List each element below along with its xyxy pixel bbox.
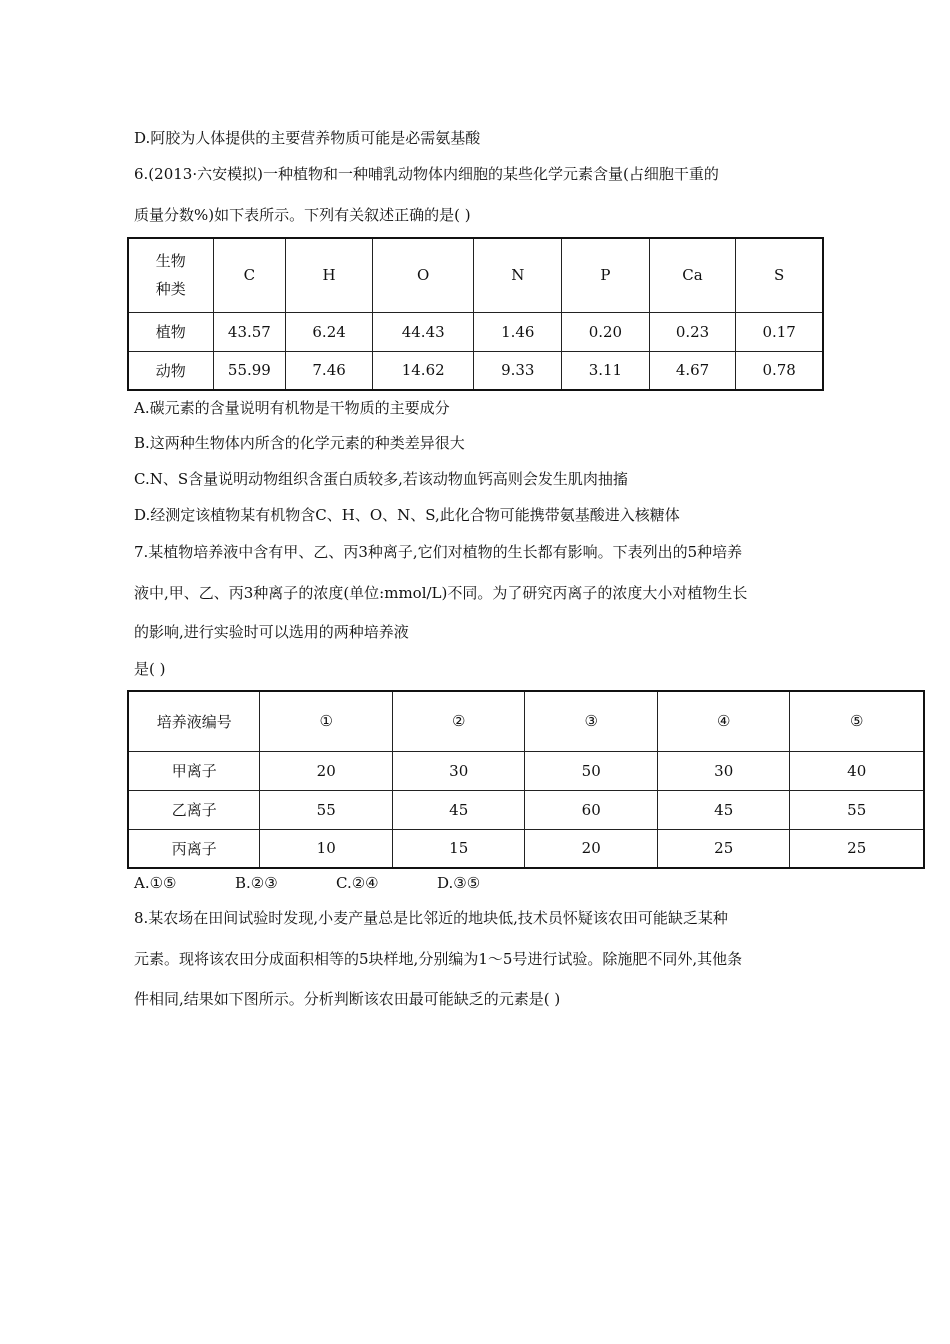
q6-stem-line: 6.(2013·六安模拟)一种植物和一种哺乳动物体内细胞的某些化学元素含量(占细胞干重的 <box>134 165 719 183</box>
row-label: 甲离子 <box>128 751 260 790</box>
q6-option-b: B.这两种生物体内所含的化学元素的种类差异很大 <box>134 434 465 452</box>
q6-option-d: D.经测定该植物某有机物含C、H、O、N、S,此化合物可能携带氨基酸进入核糖体 <box>134 506 680 524</box>
column-header: P <box>562 238 650 312</box>
q7-solution-table <box>127 690 925 869</box>
q7-stem-line: 液中,甲、乙、丙3种离子的浓度(单位:mmol/L)不同。为了研究丙离子的浓度大小对植物生长 <box>134 584 748 602</box>
table-cell: 25 <box>790 829 924 868</box>
column-header: ⑤ <box>790 691 924 751</box>
table-cell: 30 <box>392 751 525 790</box>
q7-option-a: A.①⑤ <box>134 874 177 892</box>
table-cell: 0.23 <box>649 312 736 351</box>
table-cell: 45 <box>657 790 790 829</box>
table-row <box>128 790 924 829</box>
table-cell: 25 <box>657 829 790 868</box>
q6-option-a: A.碳元素的含量说明有机物是干物质的主要成分 <box>134 399 450 417</box>
table-cell: 15 <box>392 829 525 868</box>
table-cell: 14.62 <box>372 351 474 390</box>
q8-stem-line: 元素。现将该农田分成面积相等的5块样地,分别编为1～5号进行试验。除施肥不同外,其他条 <box>134 950 743 968</box>
q7-option-d: D.③⑤ <box>437 874 481 892</box>
column-header: N <box>474 238 562 312</box>
table-cell: 40 <box>790 751 924 790</box>
table-cell: 9.33 <box>474 351 562 390</box>
row-label: 动物 <box>128 351 213 390</box>
column-header: O <box>372 238 474 312</box>
table-corner-cell <box>128 238 213 312</box>
table-cell: 45 <box>392 790 525 829</box>
column-header: H <box>286 238 373 312</box>
q7-stem-line: 的影响,进行实验时可以选用的两种培养液 <box>134 623 409 641</box>
table-cell: 30 <box>657 751 790 790</box>
table-cell: 0.20 <box>562 312 650 351</box>
table-cell: 7.46 <box>286 351 373 390</box>
column-header: ① <box>260 691 393 751</box>
row-label: 丙离子 <box>128 829 260 868</box>
table-row <box>128 751 924 790</box>
table-corner-cell: 培养液编号 <box>128 691 260 751</box>
q7-option-b: B.②③ <box>235 874 278 892</box>
q7-option-c: C.②④ <box>336 874 379 892</box>
table-cell: 4.67 <box>649 351 736 390</box>
q6-stem-line: 质量分数%)如下表所示。下列有关叙述正确的是( ) <box>134 206 471 224</box>
table-cell: 50 <box>525 751 658 790</box>
row-label: 乙离子 <box>128 790 260 829</box>
column-header: ③ <box>525 691 658 751</box>
table-cell: 6.24 <box>286 312 373 351</box>
table-row <box>128 351 823 390</box>
table-cell: 20 <box>525 829 658 868</box>
corner-label: 生物 <box>155 251 186 270</box>
q8-stem-line: 8.某农场在田间试验时发现,小麦产量总是比邻近的地块低,技术员怀疑该农田可能缺乏某种 <box>134 909 728 927</box>
q6-option-c: C.N、S含量说明动物组织含蛋白质较多,若该动物血钙高则会发生肌肉抽搐 <box>134 470 628 488</box>
row-label: 植物 <box>128 312 213 351</box>
table-row <box>128 829 924 868</box>
table-cell: 20 <box>260 751 393 790</box>
table-cell: 60 <box>525 790 658 829</box>
table-cell: 55 <box>260 790 393 829</box>
column-header: S <box>736 238 823 312</box>
corner-label: 种类 <box>155 280 186 299</box>
table-cell: 3.11 <box>562 351 650 390</box>
column-header: Ca <box>649 238 736 312</box>
q6-element-table <box>127 237 824 391</box>
table-cell: 0.17 <box>736 312 823 351</box>
column-header: ④ <box>657 691 790 751</box>
table-cell: 0.78 <box>736 351 823 390</box>
column-header: C <box>213 238 286 312</box>
table-cell: 1.46 <box>474 312 562 351</box>
table-cell: 43.57 <box>213 312 286 351</box>
table-cell: 55 <box>790 790 924 829</box>
q8-stem-line: 件相同,结果如下图所示。分析判断该农田最可能缺乏的元素是( ) <box>134 990 561 1008</box>
q7-stem-line: 7.某植物培养液中含有甲、乙、丙3种离子,它们对植物的生长都有影响。下表列出的5种培养 <box>134 543 743 561</box>
q5-option-d: D.阿胶为人体提供的主要营养物质可能是必需氨基酸 <box>134 129 481 147</box>
column-header: ② <box>392 691 525 751</box>
table-row <box>128 312 823 351</box>
table-cell: 55.99 <box>213 351 286 390</box>
q7-stem-line: 是( ) <box>134 660 166 678</box>
table-cell: 10 <box>260 829 393 868</box>
table-cell: 44.43 <box>372 312 474 351</box>
